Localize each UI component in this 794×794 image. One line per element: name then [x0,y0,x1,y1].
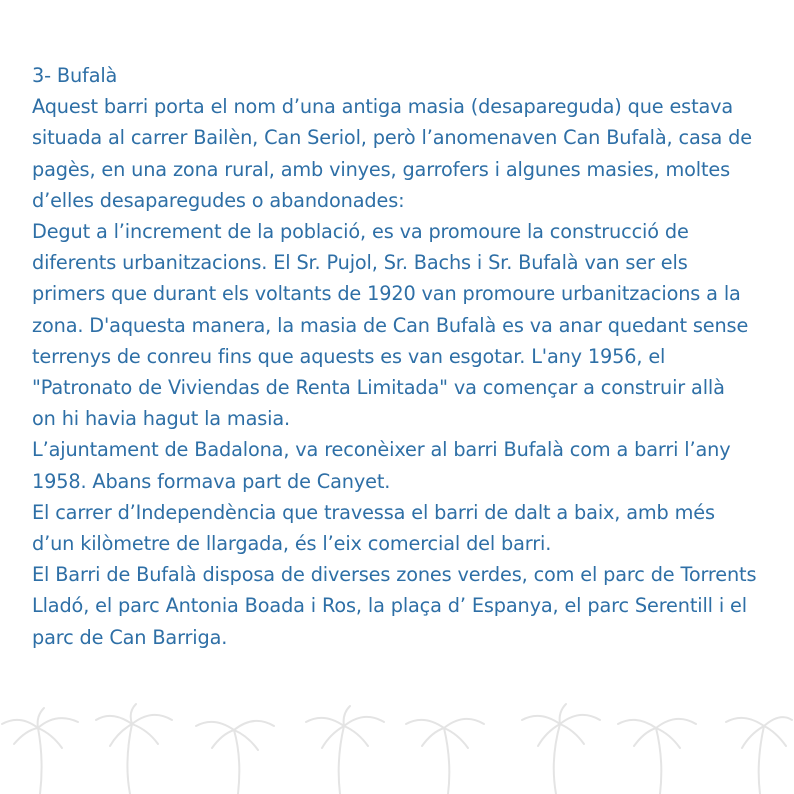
text-line: d’elles desaparegudes o abandonades: [32,188,405,212]
text-line: El carrer d’Independència que travessa el barri de dalt a baix, amb més [32,500,715,524]
text-line: zona. D'aquesta manera, la masia de Can Bufalà es va anar quedant sense [32,313,749,337]
text-line: El Barri de Bufalà disposa de diverses zones verdes, com el parc de Torrents [32,563,757,587]
text-line: terrenys de conreu fins que aquests es van esgotar. L'any 1956, el [32,344,666,368]
document-body [32,60,772,653]
palm-tree-icon [406,719,484,794]
text-line: diferents urbanitzacions. El Sr. Pujol, Sr. Bachs i Sr. Bufalà van ser els [32,251,688,275]
text-line: parc de Can Barriga. [32,625,228,649]
palm-tree-icon [726,717,792,794]
section-heading: 3- Bufalà [32,64,118,87]
text-line: primers que durant els voltants de 1920 van promoure urbanitzacions a la [32,282,741,306]
text-line: situada al carrer Bailèn, Can Seriol, però l’anomenaven Can Bufalà, casa de [32,126,752,150]
text-line: pagès, en una zona rural, amb vinyes, garrofers i algunes masies, moltes [32,157,731,181]
text-line: "Patronato de Viviendas de Renta Limitada" va començar a construir allà [32,376,725,400]
palm-tree-decoration [0,700,794,794]
text-line: on hi havia hagut la masia. [32,407,290,431]
palm-tree-icon [196,721,274,794]
text-line: 1958. Abans formava part de Canyet. [32,469,391,493]
palm-tree-icon [306,706,384,794]
text-line: Degut a l’increment de la població, es va promoure la construcció de [32,220,689,244]
text-line: Lladó, el parc Antonia Boada i Ros, la plaça d’ Espanya, el parc Serentill i el [32,594,747,618]
palm-tree-icon [96,704,172,794]
text-line: Aquest barri porta el nom d’una antiga masia (desapareguda) que estava [32,95,734,119]
text-line: L’ajuntament de Badalona, va reconèixer al barri Bufalà com a barri l’any [32,438,731,462]
text-line: d’un kilòmetre de llargada, és l’eix comercial del barri. [32,532,552,556]
palm-tree-icon [522,704,600,794]
palm-tree-icon [618,719,696,794]
palm-tree-icon [2,708,78,794]
